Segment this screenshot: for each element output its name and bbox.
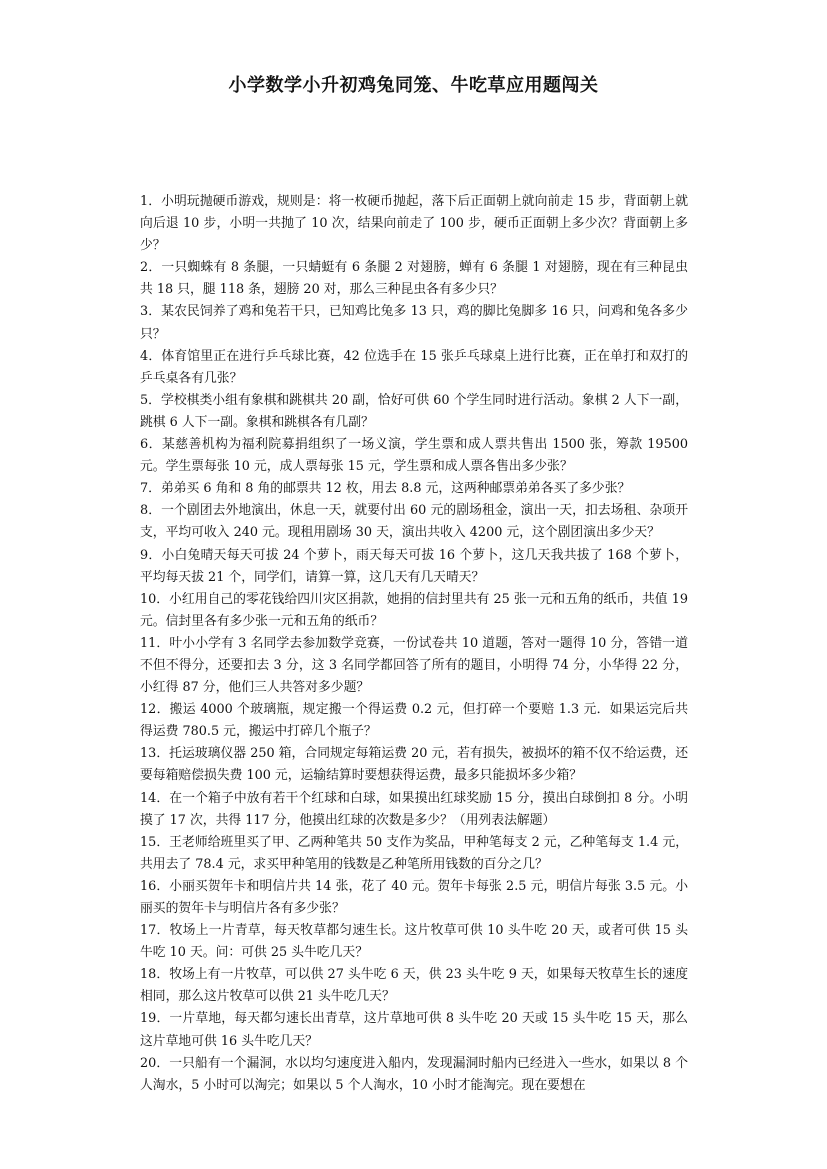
problem-item-10: 10．小红用自己的零花钱给四川灾区捐款，她捐的信封里共有 25 张一元和五角的纸币，共值 19 元。信封里各有多少张一元和五角的纸币？: [140, 591, 688, 629]
problem-item-19: 19．一片草地，每天都匀速长出青草，这片草地可供 8 头牛吃 20 天或 15 头牛吃 15 天，那么这片草地可供 16 头牛吃几天？: [140, 1011, 688, 1049]
problem-item-13: 13．托运玻璃仪器 250 箱，合同规定每箱运费 20 元，若有损失，被损坏的箱不仅不给运费，还要每箱赔偿损失费 100 元，运输结算时要想获得运费，最多只能损坏多少箱？: [140, 746, 688, 784]
problem-item-5: 5．学校棋类小组有象棋和跳棋共 20 副，恰好可供 60 个学生同时进行活动。象棋 2 人下一副，跳棋 6 人下一副。象棋和跳棋各有几副？: [140, 392, 688, 430]
problem-item-18: 18．牧场上有一片牧草，可以供 27 头牛吃 6 天，供 23 头牛吃 9 天，如果每天牧草生长的速度相同，那么这片牧草可以供 21 头牛吃几天？: [140, 967, 688, 1005]
problem-item-2: 2．一只蜘蛛有 8 条腿，一只蜻蜓有 6 条腿 2 对翅膀，蝉有 6 条腿 1 对翅膀，现在有三种昆虫共 18 只，腿 118 条，翅膀 20 对，那么三种昆虫各有多少只？: [140, 260, 688, 298]
problem-item-4: 4．体育馆里正在进行乒乓球比赛，42 位选手在 15 张乒乓球桌上进行比赛，正在单打和双打的乒乓桌各有几张？: [140, 348, 688, 386]
problem-item-8: 8．一个剧团去外地演出，休息一天，就要付出 60 元的剧场租金，演出一天，扣去场租、杂项开支，平均可收入 240 元。现租用剧场 30 天，演出共收入 4200 元，这个剧团演出多少天？: [140, 503, 688, 541]
problem-item-15: 15．王老师给班里买了甲、乙两种笔共 50 支作为奖品，甲种笔每支 2 元，乙种笔每支 1.4 元，共用去了 78.4 元，求买甲种笔用的钱数是乙种笔所用钱数的百分之几？: [140, 834, 688, 872]
problem-item-16: 16．小丽买贺年卡和明信片共 14 张，花了 40 元。贺年卡每张 2.5 元，明信片每张 3.5 元。小丽买的贺年卡与明信片各有多少张？: [140, 878, 688, 916]
problem-item-1: 1．小明玩抛硬币游戏，规则是：将一枚硬币抛起，落下后正面朝上就向前走 15 步，背面朝上就向后退 10 步，小明一共抛了 10 次，结果向前走了 100 步，硬币正面朝上多少次？背面朝上多少？: [140, 194, 688, 254]
problem-item-6: 6．某慈善机构为福利院募捐组织了一场义演，学生票和成人票共售出 1500 张，筹款 19500 元。学生票每张 10 元，成人票每张 15 元，学生票和成人票各售出多少张？: [140, 437, 688, 475]
problem-item-11: 11．叶小小学有 3 名同学去参加数学竞赛，一份试卷共 10 道题，答对一题得 10 分，答错一道不但不得分，还要扣去 3 分，这 3 名同学都回答了所有的题目，小明得 74 分，小华得 22 分，小红得 87 分，他们三人共答对多少题？: [140, 635, 688, 696]
problem-item-20: 20．一只船有一个漏洞，水以均匀速度进入船内，发现漏洞时船内已经进入一些水，如果以 8 个人淘水，5 小时可以淘完；如果以 5 个人淘水，10 小时才能淘完。现在要想在: [140, 1055, 688, 1093]
problem-list: [140, 191, 688, 1097]
problem-item-17: 17．牧场上一片青草，每天牧草都匀速生长。这片牧草可供 10 头牛吃 20 天，或者可供 15 头牛吃 10 天。问：可供 25 头牛吃几天？: [140, 923, 688, 961]
problem-item-7: 7．弟弟买 6 角和 8 角的邮票共 12 枚，用去 8.8 元，这两种邮票弟弟各买了多少张？: [140, 481, 631, 497]
problem-item-14: 14．在一个箱子中放有若干个红球和白球，如果摸出红球奖励 15 分，摸出白球倒扣 8 分。小明摸了 17 次，共得 117 分，他摸出红球的次数是多少？（用列表法解题）: [140, 790, 688, 828]
problem-item-9: 9．小白兔晴天每天可拔 24 个萝卜，雨天每天可拔 16 个萝卜，这几天我共拔了 168 个萝卜，平均每天拔 21 个，同学们，请算一算，这几天有几天晴天？: [140, 547, 688, 585]
problem-item-3: 3．某农民饲养了鸡和兔若干只，已知鸡比兔多 13 只，鸡的脚比兔脚多 16 只，问鸡和兔各多少只？: [140, 304, 688, 342]
problem-item-12: 12．搬运 4000 个玻璃瓶，规定搬一个得运费 0.2 元，但打碎一个要赔 1.3 元．如果运完后共得运费 780.5 元，搬运中打碎几个瓶子？: [140, 702, 688, 740]
page-title: 小学数学小升初鸡兔同笼、牛吃草应用题闯关: [228, 75, 599, 96]
